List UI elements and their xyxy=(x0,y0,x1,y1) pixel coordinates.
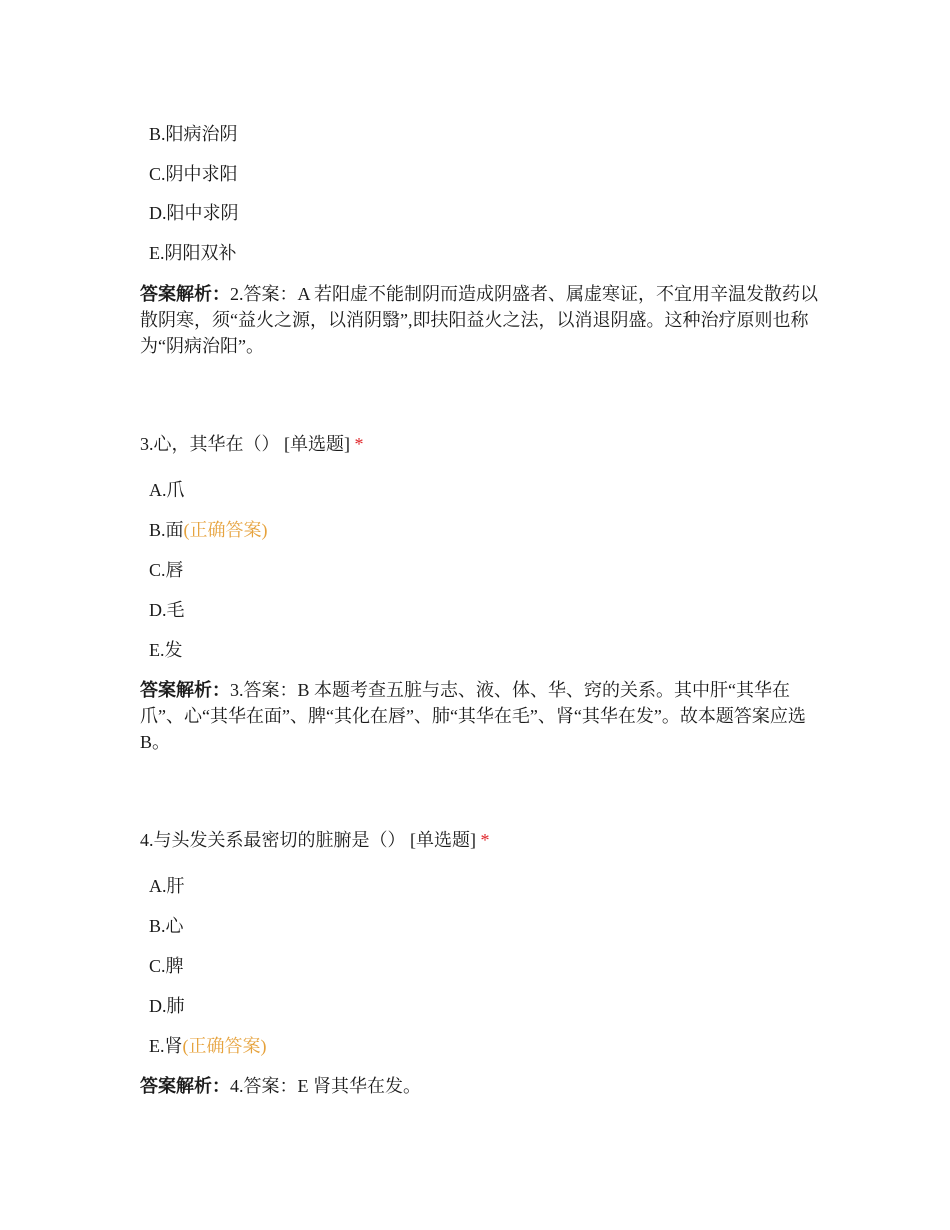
q4-title-text: 4.与头发关系最密切的脏腑是（） [单选题] xyxy=(140,830,476,850)
q2-analysis xyxy=(140,281,820,359)
q4-option-d[interactable] xyxy=(149,994,185,1018)
q4-option-d-text: D.肺 xyxy=(149,996,185,1016)
q4-option-b[interactable] xyxy=(149,914,184,938)
q3-option-d-text: D.毛 xyxy=(149,600,185,620)
q3-title xyxy=(140,432,364,456)
q3-analysis xyxy=(140,677,820,755)
q2-option-d-text: D.阳中求阴 xyxy=(149,203,239,223)
q4-option-b-text: B.心 xyxy=(149,916,184,936)
q3-option-a-text: A.爪 xyxy=(149,480,185,500)
q3-option-c-text: C.唇 xyxy=(149,560,184,580)
q4-correct-tag: (正确答案) xyxy=(182,1036,267,1056)
q2-option-c[interactable] xyxy=(149,162,238,186)
q2-option-c-text: C.阴中求阳 xyxy=(149,164,238,184)
q2-option-b[interactable] xyxy=(149,122,238,146)
q3-option-b-text: B.面 xyxy=(149,520,184,540)
q3-option-e-text: E.发 xyxy=(149,640,183,660)
q2-analysis-text: 2.答案：A 若阳虚不能制阴而造成阴盛者、属虚寒证，不宜用辛温发散药以散阴寒，须“益火之源，以消阴翳”,即扶阳益火之法，以消退阴盛。这种治疗原则也称为“阴病治阳”。 xyxy=(140,284,819,356)
q2-option-e[interactable] xyxy=(149,241,237,265)
q4-option-c[interactable] xyxy=(149,954,184,978)
q3-correct-tag: (正确答案) xyxy=(183,520,268,540)
q2-option-d[interactable] xyxy=(149,201,239,225)
q4-required-mark: * xyxy=(480,830,490,850)
q4-analysis-text: 4.答案：E 肾其华在发。 xyxy=(230,1076,421,1096)
q3-option-d[interactable] xyxy=(149,598,185,622)
q4-title xyxy=(140,828,490,852)
q4-option-e-text: E.肾 xyxy=(149,1036,183,1056)
q3-analysis-text: 3.答案：B 本题考查五脏与志、液、体、华、窍的关系。其中肝“其华在爪”、心“其华在面”、脾“其化在唇”、肺“其华在毛”、肾“其华在发”。故本题答案应选 B。 xyxy=(140,680,806,752)
q4-option-a-text: A.肝 xyxy=(149,876,185,896)
q2-analysis-label: 答案解析： xyxy=(140,284,230,304)
q3-option-a[interactable] xyxy=(149,478,185,502)
q3-option-c[interactable] xyxy=(149,558,184,582)
q2-option-e-text: E.阴阳双补 xyxy=(149,243,237,263)
q3-option-b[interactable] xyxy=(149,518,268,542)
q2-option-b-text: B.阳病治阴 xyxy=(149,124,238,144)
q3-analysis-label: 答案解析： xyxy=(140,680,230,700)
q4-analysis xyxy=(140,1073,820,1099)
q3-required-mark: * xyxy=(354,434,364,454)
q4-option-e[interactable] xyxy=(149,1034,267,1058)
q4-option-a[interactable] xyxy=(149,874,185,898)
q4-analysis-label: 答案解析： xyxy=(140,1076,230,1096)
q3-option-e[interactable] xyxy=(149,638,183,662)
q3-title-text: 3.心，其华在（） [单选题] xyxy=(140,434,350,454)
q4-option-c-text: C.脾 xyxy=(149,956,184,976)
